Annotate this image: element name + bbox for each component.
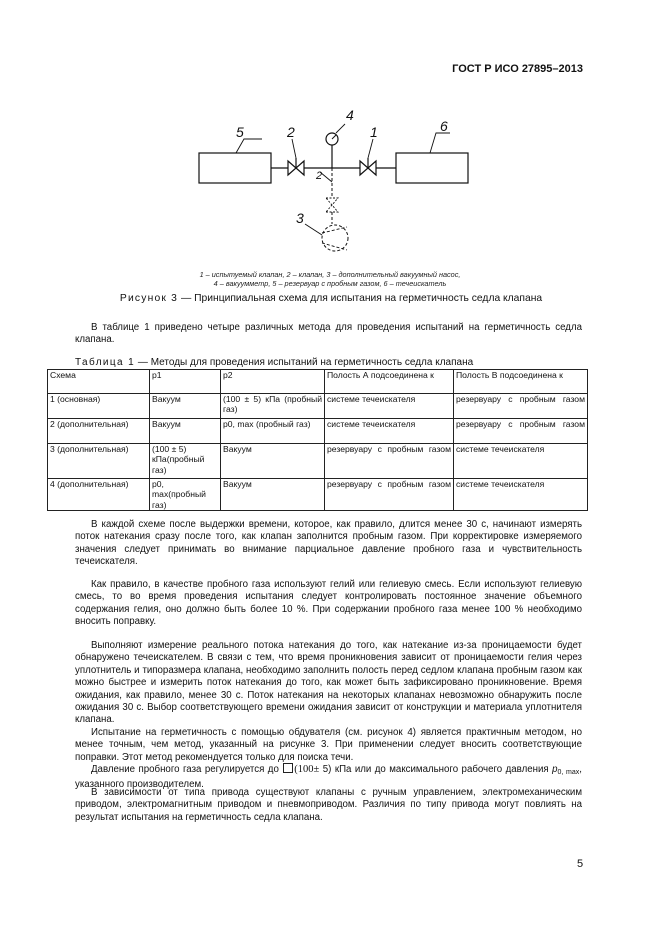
label-6: 6 [440,118,448,134]
table-cell: 1 (основная) [48,394,150,419]
table-cell: p0, max(пробный газ) [150,479,221,511]
table-header-cell: Полость А подсоединена к [325,370,454,394]
table-cell: резервуару с пробным газом [325,479,454,511]
reservoir-box [199,153,271,183]
table-title [75,357,473,368]
legend-line: 1 – испытуемый клапан, 2 – клапан, 3 – дополнительный вакуумный насос, [199,270,461,279]
body-paragraph-5: Давление пробного газа регулируется до (100± 5) кПа или до максимального рабочего давления $p_{0, max}$, указанного производителем. [75,764,582,791]
table-cell: 3 (дополнительная) [48,444,150,479]
body-paragraph-3: Выполняют измерение реального потока натекания до того, как натекание из-за проницаемости будет обнаружено течеискателем. В связи с тем, что время проникновения зависит от проницаемости гелия через уплотнитель и типоразмера клапана, необходимо заполнить полость перед седлом клапана пробным газом как можно быстрее и измерить поток натекания до того, как может быть зафиксировано проникновение. Время ожидания, как правило, менее 30 с. Поток натекания на некоторых клапанах невозможно обнаружить после ожидания 30 с. Выбор соответствующего времени ожидания зависит от конструкции и материала уплотнителя клапана. [75,640,582,726]
checkbox-glyph-icon [283,763,293,773]
table-row [48,394,588,419]
label-1: 1 [370,124,378,140]
body-paragraph-2: Как правило, в качестве пробного газа используют гелий или гелиевую смесь. Если используют гелиевую смесь, то во время проведения испытания следует контролировать постоянное значение объемного содержания гелия, оно должно быть более 10 %. При содержании пробного газа менее 100 % необходимо вносить поправку. [75,579,582,628]
table-title-text: — Методы для проведения испытаний на герметичность седла клапана [135,357,474,368]
table-header-cell: p1 [150,370,221,394]
table-row [48,419,588,444]
table-cell: (100 ± 5) кПа(пробный газ) [150,444,221,479]
table-header-cell: Полость В подсоединена к [454,370,588,394]
table-row [48,444,588,479]
figure-legend [100,270,560,288]
figure-caption [40,293,622,304]
document-code: ГОСТ Р ИСО 27895–2013 [452,63,583,75]
body-paragraph-4: Испытание на герметичность с помощью обдувателя (см. рисунок 4) является практичным методом, но менее точным, чем метод, указанный на рисунке 3. При применении следует вносить соответствующие поправки. Этот метод рекомендуется только для поиска течи. [75,727,582,763]
valve-2-icon [288,158,304,175]
table-cell: резервуару с пробным газом [454,419,588,444]
valve-1-icon [360,158,376,175]
table-header-row [48,370,588,394]
body-paragraph-6: В зависимости от типа привода существуют клапаны с ручным управлением, электромеханическим приводом, электромагнитным приводом и пневмоприводом. Различия по типу привода могут повлиять на результат испытания на герметичность седла клапана. [75,787,582,823]
table-cell: Вакуум [150,394,221,419]
legend-line: 4 – вакуумметр, 5 – резервуар с пробным газом, 6 – течеискатель [213,279,447,288]
table-header-cell: Схема [48,370,150,394]
table-cell: Вакуум [221,444,325,479]
auxiliary-pump-icon [322,225,348,251]
label-2-branch: 2 [316,170,323,182]
label-3: 3 [296,210,304,226]
body-paragraph-1: В каждой схеме после выдержки времени, которое, как правило, длится менее 30 с, начинают измерять поток натекания сразу после того, как клапан заполнится пробным газом. При корректировке измеряемого значения следует принимать во внимание парциальное давление пробного газа и чувствительность течеискателя. [75,519,582,568]
table-cell: (100 ± 5) кПа (пробный газ) [221,394,325,419]
table-cell: системе течеискателя [325,394,454,419]
table-cell: 2 (дополнительная) [48,419,150,444]
table-cell: Вакуум [221,479,325,511]
table-cell: системе течеискателя [325,419,454,444]
table-cell: резервуару с пробным газом [454,394,588,419]
label-2: 2 [287,124,295,140]
methods-table [47,369,588,511]
intro-paragraph: В таблице 1 приведено четыре различных метода для проведения испытаний на герметичность седла клапана. [75,322,582,346]
label-4: 4 [346,107,354,123]
table-title-prefix: Таблица 1 [75,357,136,368]
table-cell: Вакуум [150,419,221,444]
auxiliary-valve-icon [326,198,338,212]
table-row [48,479,588,511]
table-cell: 4 (дополнительная) [48,479,150,511]
leak-detector-box [396,153,468,183]
table-cell: резервуару с пробным газом [325,444,454,479]
schematic-diagram [0,0,661,290]
label-5: 5 [236,124,244,140]
table-header-cell: p2 [221,370,325,394]
table-cell: p0, max (пробный газ) [221,419,325,444]
table-cell: системе течеискателя [454,444,588,479]
figure-caption-prefix: Рисунок 3 [119,293,179,304]
page-number: 5 [577,858,584,870]
figure-caption-text: — Принципиальная схема для испытания на герметичность седла клапана [178,293,543,304]
table-cell: системе течеискателя [454,479,588,511]
